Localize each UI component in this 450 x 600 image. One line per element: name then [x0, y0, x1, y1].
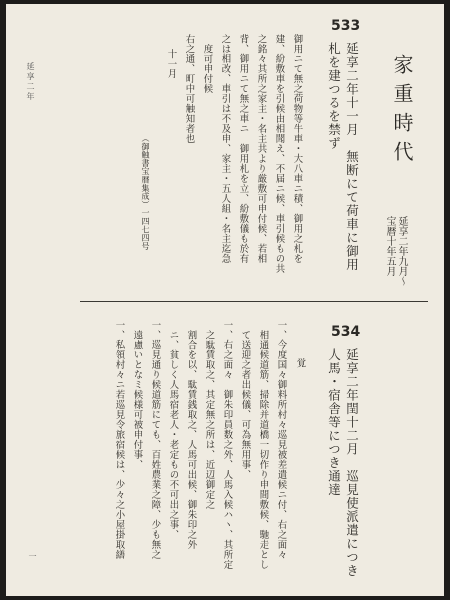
entry-534-heading: 覚	[294, 358, 306, 368]
entry-number-534: 534	[331, 324, 361, 340]
section-divider	[80, 301, 428, 302]
entry-533-line-3: 之銘々其所之家主・名主共より厳敷可申付候、若相	[255, 34, 267, 264]
chapter-period-line2: 宝暦十年五月	[384, 216, 395, 276]
entry-534-line-7: ニ、貧しく人馬宿老人・老定もの不可出之事、	[167, 330, 179, 540]
entry-533-date: 十一月	[165, 49, 177, 79]
entry-533-title-line1: 延享二年十一月 無断にて荷車に御用	[344, 42, 360, 272]
entry-533-line-6: 度可申付候	[201, 44, 213, 94]
entry-534-line-3: て送迎之者出候儀、可為無用事、	[239, 330, 251, 480]
entry-533-line-4: 背、御用ニて無之車ニ 御用札を立、紛敷儀も於有	[237, 34, 249, 264]
entry-534-line-10: 一、私領村々ニ若巡見令旅宿候は、少々之小屋掛取繕	[113, 320, 125, 560]
entry-number-533: 533	[331, 18, 361, 34]
entry-534-title-line1: 延享二年閏十二月 巡見使派遣につき	[344, 348, 360, 578]
chapter-period-line1: 延享二年九月〜	[396, 216, 407, 286]
entry-533-line-7: 右之通、町中可触知者也	[183, 34, 195, 144]
entry-534-title-line2: 人馬・宿舎等につき通達	[326, 348, 342, 497]
running-head: 延享二年	[26, 62, 35, 102]
entry-533-title-line2: 札を建つるを禁ず	[326, 42, 342, 150]
entry-534-line-6: 割合を以、駄賃銭取之、人馬可出候、御朱印之外	[185, 330, 197, 550]
entry-533-line-1: 御用ニて無之荷物等牛車・大八車ニ積、御用之札を	[291, 34, 303, 264]
chapter-title: 家重時代	[390, 54, 414, 170]
entry-534-line-9: 遠慮いとなミ候様可被申付事、	[131, 330, 143, 470]
entry-534-line-4: 一、右之面々 御朱印員数之外、人馬入候ハヽ、其所定	[221, 320, 233, 570]
entry-534-line-8: 一、巡見通り候道筋にても、百姓農業之障、少も無之	[149, 320, 161, 560]
entry-534-line-2: 相通候道筋、掃除并道橋一切作り申間敷候、馳走とし	[257, 330, 269, 570]
entry-533-source: （御触書宝暦集成）一四七四号	[141, 134, 150, 251]
book-page	[6, 4, 444, 596]
page-mark: 一	[28, 552, 37, 562]
entry-534-line-1: 一、今度国々御料所村々巡見被差遣候ニ付、右之面々	[275, 320, 287, 560]
entry-533-line-2: 建、紛敷車を引候由相聞え、不届ニ候、車引候もの共	[273, 34, 285, 274]
entry-534-line-5: 之駄賃取之、其定無之所は、近辺御定之	[203, 330, 215, 510]
entry-533-line-5: 之は相改、車引は不及申、家主・五人組・名主迄急	[219, 34, 231, 264]
